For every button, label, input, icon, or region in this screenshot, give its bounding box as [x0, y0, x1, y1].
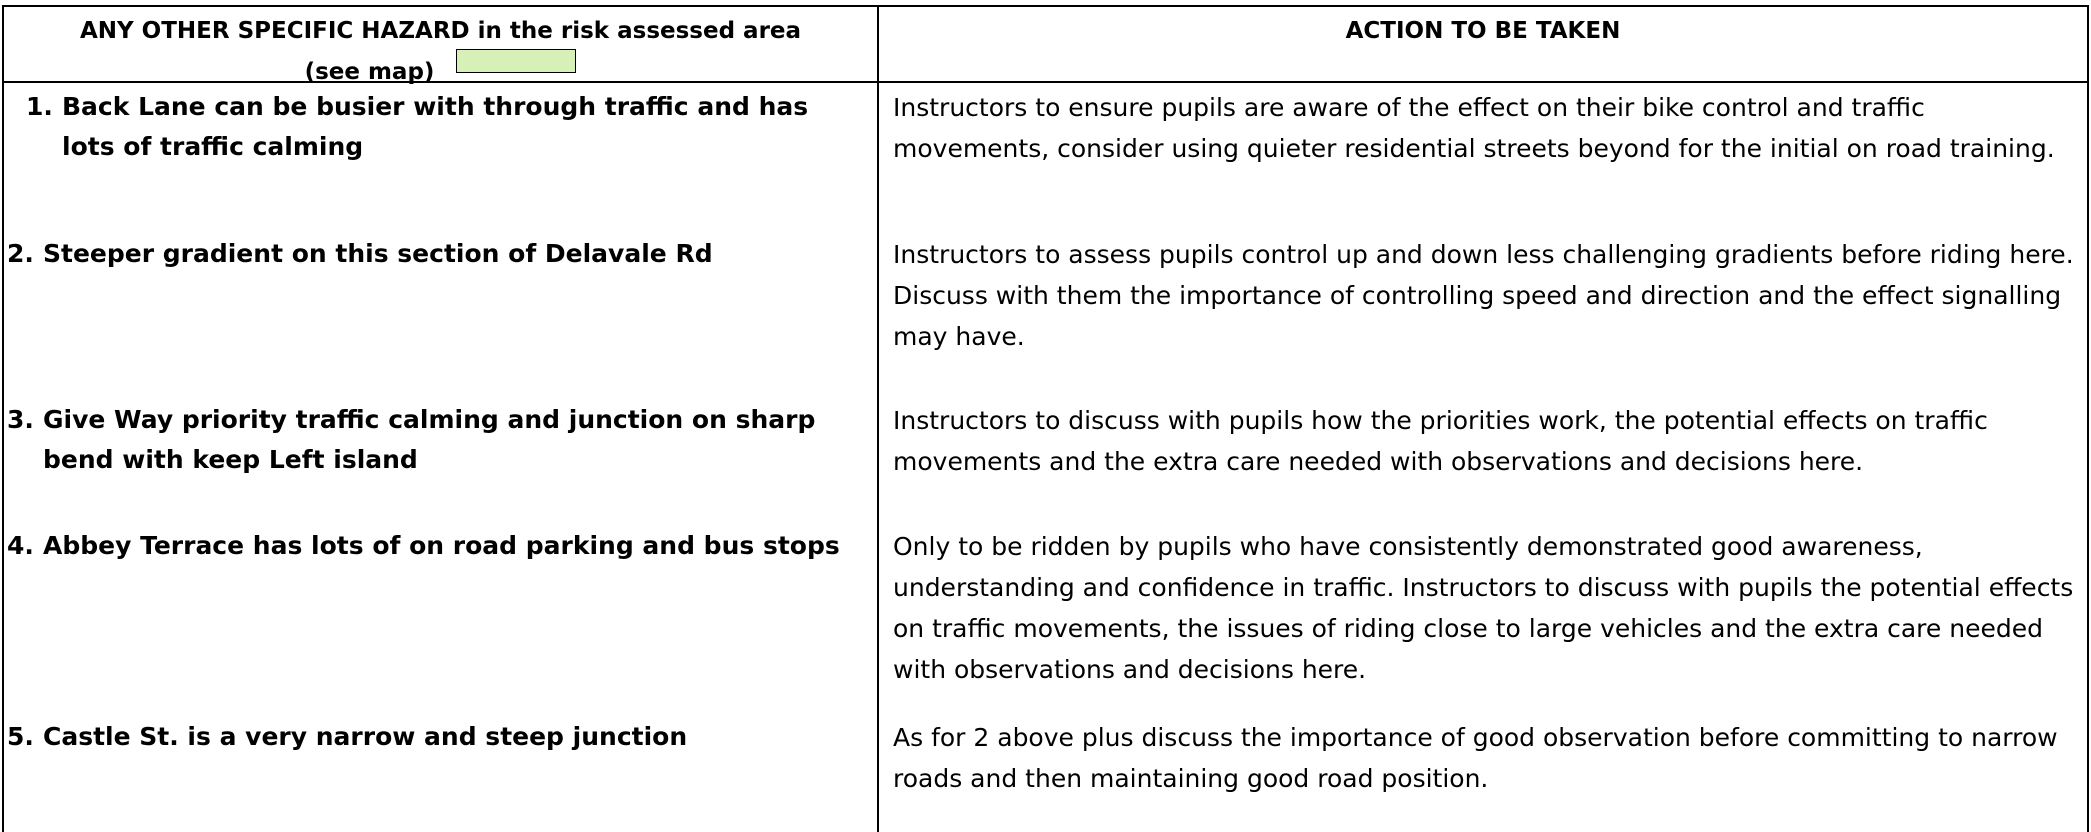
- hazard-number: 5.: [7, 722, 34, 751]
- map-legend-swatch: [456, 49, 576, 73]
- hazard-cell: [26, 87, 866, 167]
- action-cell: Instructors to ensure pupils are aware of the effect on their bike control and traffic movements, consider using quieter residential streets beyond for the initial on road training.: [893, 93, 2055, 163]
- action-column-header: ACTION TO BE TAKEN: [1345, 18, 1621, 44]
- hazard-cell: [7, 717, 847, 757]
- action-cell: As for 2 above plus discuss the importance of good observation before committing to narrow roads and then maintaining good road position.: [893, 723, 2058, 793]
- action-cell: Only to be ridden by pupils who have consistently demonstrated good awareness, understanding and confidence in traffic. Instructors to discuss with pupils the potential effects on traffic movements, the issues of riding close to large vehicles and the extra care needed with observations and decisions here.: [893, 532, 2074, 684]
- hazard-header-line1: ANY OTHER SPECIFIC HAZARD in the risk assessed area: [79, 18, 802, 44]
- hazard-text: Abbey Terrace has lots of on road parking and bus stops: [43, 531, 840, 560]
- hazard-text: Give Way priority traffic calming and junction on sharp bend with keep Left island: [43, 405, 816, 474]
- hazard-number: 2.: [7, 239, 34, 268]
- hazard-number: 3.: [7, 405, 34, 434]
- risk-assessment-table: [2, 5, 2089, 832]
- hazard-number: 1.: [26, 92, 53, 121]
- hazard-text: Castle St. is a very narrow and steep junction: [43, 722, 688, 751]
- hazard-cell: [7, 526, 847, 566]
- hazard-number: 4.: [7, 531, 34, 560]
- hazard-header-line2: (see map): [304, 59, 435, 85]
- hazard-text: Back Lane can be busier with through traffic and has lots of traffic calming: [62, 92, 809, 161]
- action-cell: Instructors to discuss with pupils how the priorities work, the potential effects on traffic movements and the extra care needed with observations and decisions here.: [893, 406, 1988, 476]
- hazard-cell: [7, 234, 847, 274]
- hazard-cell: [7, 400, 847, 480]
- hazard-text: Steeper gradient on this section of Delavale Rd: [43, 239, 713, 268]
- action-cell: Instructors to assess pupils control up and down less challenging gradients before riding here. Discuss with them the importance of controlling speed and direction and the effect signalling may have.: [893, 240, 2074, 351]
- hazard-column-header: [4, 13, 877, 90]
- table-header-row: [4, 7, 2087, 83]
- column-divider: [877, 7, 879, 832]
